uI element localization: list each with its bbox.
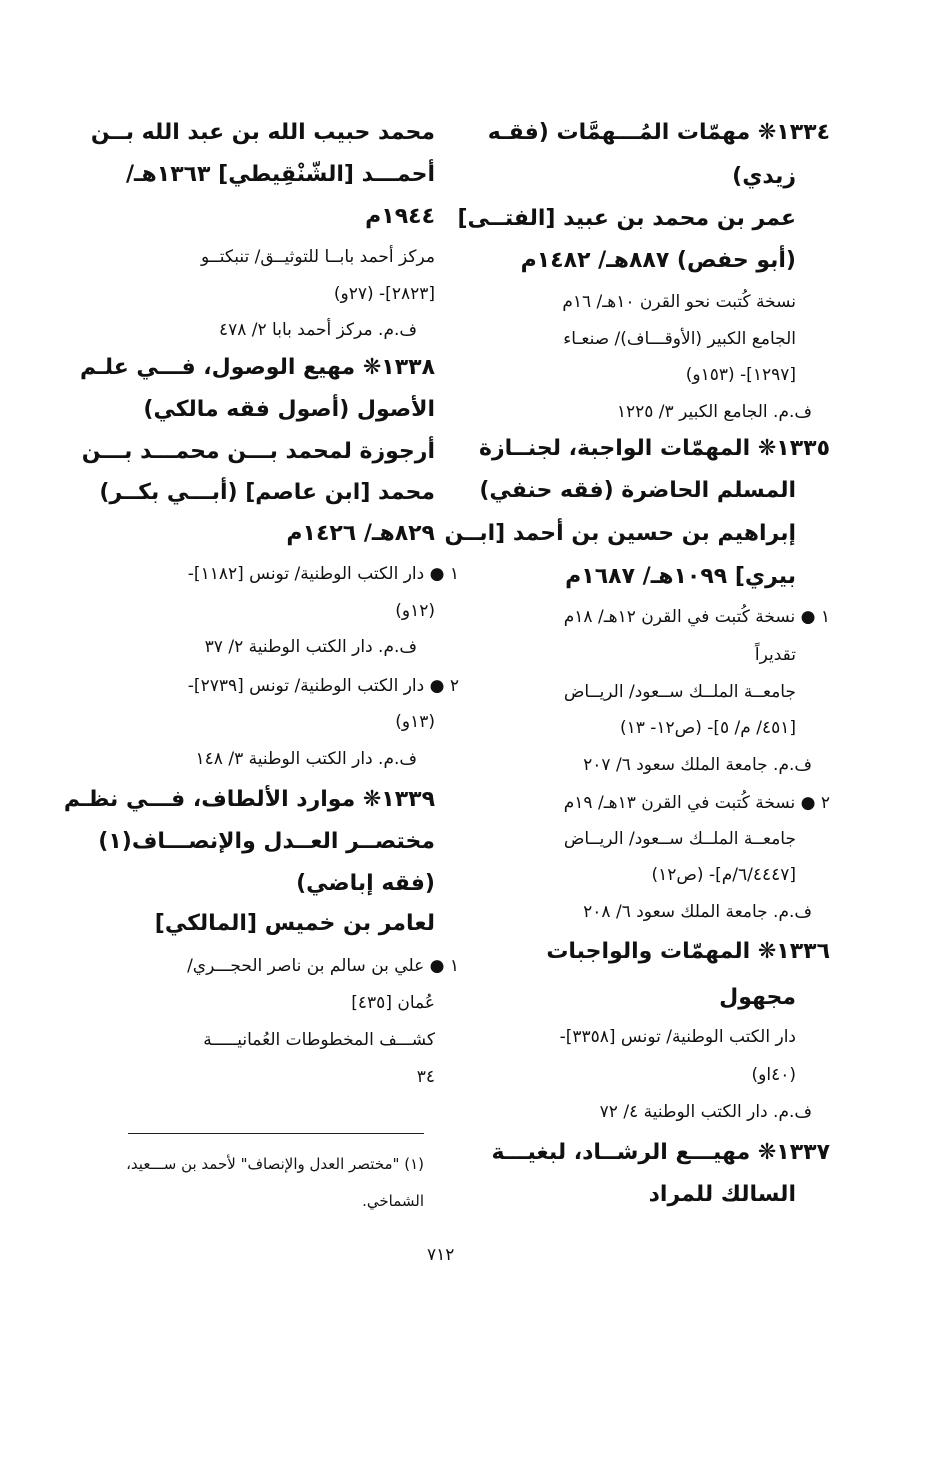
entry-1335-copy-2: ٢ ● نسخة كُتبت في القرن ١٣هـ/ ١٩م [563,793,830,813]
entry-1338-title: ١٣٣٨❋ مهيع الوصول، فـــي علـم [79,355,435,380]
entry-1334-title-cont: زيدي) [732,164,796,189]
continued-author-line-2: أحمـــد [الشّنْقِيطي] ١٣٦٣هـ/ [125,162,435,187]
entry-1335-copy-1-library: جامعــة الملــك ســعود/ الريــاض [563,682,796,702]
entry-1334-title: ١٣٣٤❋ مهمّات المُـــهمَّات (فقـه [487,120,830,145]
entry-1339-copy-1: ١ ● علي بن سالم بن ناصر الحجـــري/ [187,956,459,976]
entry-1339-catalog-ref: كشـــف المخطوطات العُمانيـــــة [203,1030,435,1050]
entry-1336-library: دار الكتب الوطنية/ تونس [٣٣٥٨]- [559,1027,796,1047]
entry-1335-title: ١٣٣٥❋ المهمّات الواجبة، لجنــازة [478,436,830,461]
entry-1335-copy-1-shelfmark: [٤٥١/ م/ ٥]- (ص١٢- ١٣) [619,718,796,738]
continued-catalog-ref: ف.م. مركز أحمد بابا ٢/ ٤٧٨ [218,320,417,340]
footnote-line-1: (١) "مختصر العدل والإنصاف" لأحمد بن ســـعيد، [126,1155,424,1173]
footnote-separator [128,1133,424,1134]
entry-1339-copy-1-shelfmark: عُمان [٤٣٥] [351,993,435,1013]
entry-1338-copy-2-catalog-ref: ف.م. دار الكتب الوطنية ٣/ ١٤٨ [195,749,417,769]
entry-1338-copy-2-shelfmark: (١٣و) [395,712,435,732]
entry-1337-title-cont: السالك للمراد [648,1182,796,1207]
entry-1335-copy-2-library: جامعــة الملــك ســعود/ الريــاض [563,829,796,849]
entry-1335-copy-1: ١ ● نسخة كُتبت في القرن ١٢هـ/ ١٨م [563,607,830,627]
entry-1338-copy-1-shelfmark: (١٢و) [395,601,435,621]
entry-1334-shelfmark: [١٢٩٧]- (١٥٣و) [685,365,796,385]
entry-1335-copy-2-shelfmark: [٦/٤٤٤٧/م]- (ص١٢) [651,865,796,885]
entry-1334-author: عمر بن محمد بن عبيد [الفتــى] [457,206,796,231]
entry-1339-catalog-page: ٣٤ [416,1067,435,1087]
entry-1338-title-cont: الأصول (أصول فقه مالكي) [143,397,435,422]
entry-1339-author: لعامر بن خميس [المالكي] [154,911,435,936]
entry-1336-catalog-ref: ف.م. دار الكتب الوطنية ٤/ ٧٢ [599,1102,812,1122]
entry-1336-author: مجهول [719,985,796,1010]
entry-1339-title-cont: مختصــر العــدل والإنصـــاف(١) [98,829,435,854]
entry-1338-copy-1-catalog-ref: ف.م. دار الكتب الوطنية ٢/ ٣٧ [204,637,417,657]
entry-1334-library: الجامع الكبير (الأوقـــاف)/ صنعـاء [563,329,796,349]
entry-1335-copy-2-catalog-ref: ف.م. جامعة الملك سعود ٦/ ٢٠٨ [583,902,812,922]
entry-1334-copy: نسخة كُتبت نحو القرن ١٠هـ/ ١٦م [562,292,796,312]
entry-1339-subject: (فقه إباضي) [296,871,435,896]
continued-author-line-1: محمد حبيب الله بن عبد الله بــن [90,120,435,145]
continued-library: مركز أحمد بابــا للتوثيــق/ تنبكتــو [200,247,435,267]
entry-1339-title: ١٣٣٩❋ موارد الألطاف، فـــي نظـم [63,787,435,812]
entry-1335-copy-1-cont: تقديراً [754,645,796,665]
entry-1338-author-cont: محمد [ابن عاصم] (أبـــي بكــر) [99,480,435,505]
entry-1335-copy-1-catalog-ref: ف.م. جامعة الملك سعود ٦/ ٢٠٧ [583,755,812,775]
entry-1334-catalog-ref: ف.م. الجامع الكبير ٣/ ١٢٢٥ [616,402,812,422]
continued-shelfmark: [٢٨٢٣]- (٢٧و) [333,284,435,304]
entry-1338-copy-1: ١ ● دار الكتب الوطنية/ تونس [١١٨٢]- [187,564,459,584]
entry-1338-author-dates: ٨٢٩هـ/ ١٤٢٦م [286,521,435,546]
entry-1335-title-cont: المسلم الحاضرة (فقه حنفي) [479,478,796,503]
footnote-line-2: الشماخي. [362,1192,424,1210]
entry-1335-author: إبراهيم بن حسين بن أحمد [ابــن [444,521,796,546]
entry-1338-author: أرجوزة لمحمد بـــن محمـــد بـــن [81,439,435,464]
entry-1334-author-dates: (أبو حفص) ٨٨٧هـ/ ١٤٨٢م [520,248,796,273]
page-number: ٧١٢ [427,1245,455,1265]
entry-1335-author-dates: بيري] ١٠٩٩هـ/ ١٦٨٧م [565,564,796,589]
continued-author-date: ١٩٤٤م [365,204,435,229]
entry-1336-title: ١٣٣٦❋ المهمّات والواجبات [546,939,830,964]
entry-1337-title: ١٣٣٧❋ مهيـــع الرشــاد، لبغيـــة [491,1140,830,1165]
entry-1336-shelfmark: (٤٠او) [751,1065,796,1085]
entry-1338-copy-2: ٢ ● دار الكتب الوطنية/ تونس [٢٧٣٩]- [187,676,459,696]
